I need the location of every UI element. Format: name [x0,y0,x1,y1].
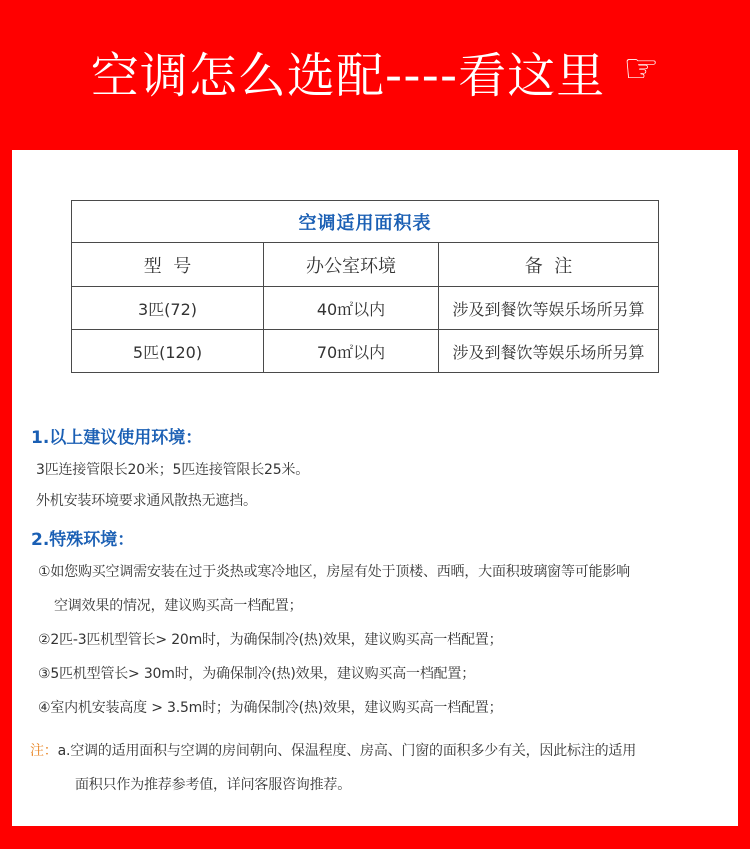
note-text: a.空调的适用面积与空调的房间朝向、保温程度、房高、门窗的面积多少有关，因此标注的适用 [57,743,637,759]
table-title: 空调适用面积表 [72,201,659,243]
section2-heading: 2.特殊环境： [31,530,135,550]
table-row [72,287,659,330]
banner-title: 空调怎么选配----看这里 [90,47,606,104]
section1-heading: 1.以上建议使用环境： [31,428,203,448]
cell-area: 70㎡以内 [264,330,439,373]
area-table [71,200,659,373]
cell-remark: 涉及到餐饮等娱乐场所另算 [439,330,659,373]
cell-remark: 涉及到餐饮等娱乐场所另算 [439,287,659,330]
cell-model: 5匹(120) [72,330,264,373]
header-remark: 备 注 [439,243,659,287]
table-header-row [72,243,659,287]
section1-line: 3匹连接管限长20米；5匹连接管限长25米。 [36,462,310,478]
note-line [30,740,636,760]
content-panel [12,150,738,826]
section1-line: 外机安装环境要求通风散热无遮挡。 [36,493,257,509]
section2-item: ③5匹机型管长> 30m时，为确保制冷(热)效果，建议购买高一档配置； [38,666,476,682]
section2-item: 空调效果的情况，建议购买高一档配置； [54,598,303,614]
cell-model: 3匹(72) [72,287,264,330]
header-banner [0,0,750,150]
section2-item: ①如您购买空调需安装在过于炎热或寒冷地区，房屋有处于顶楼、西晒，大面积玻璃窗等可能影响 [38,564,630,580]
pointing-hand-icon: ☞ [623,46,660,92]
header-office: 办公室环境 [264,243,439,287]
note-line: 面积只作为推荐参考值，详问客服咨询推荐。 [75,777,351,793]
header-model: 型 号 [72,243,264,287]
note-label: 注： [30,743,58,759]
cell-area: 40㎡以内 [264,287,439,330]
section2-item: ②2匹-3匹机型管长> 20m时，为确保制冷(热)效果，建议购买高一档配置； [38,632,503,648]
section2-item: ④室内机安装高度 > 3.5m时；为确保制冷(热)效果，建议购买高一档配置； [38,700,503,716]
table-row [72,330,659,373]
